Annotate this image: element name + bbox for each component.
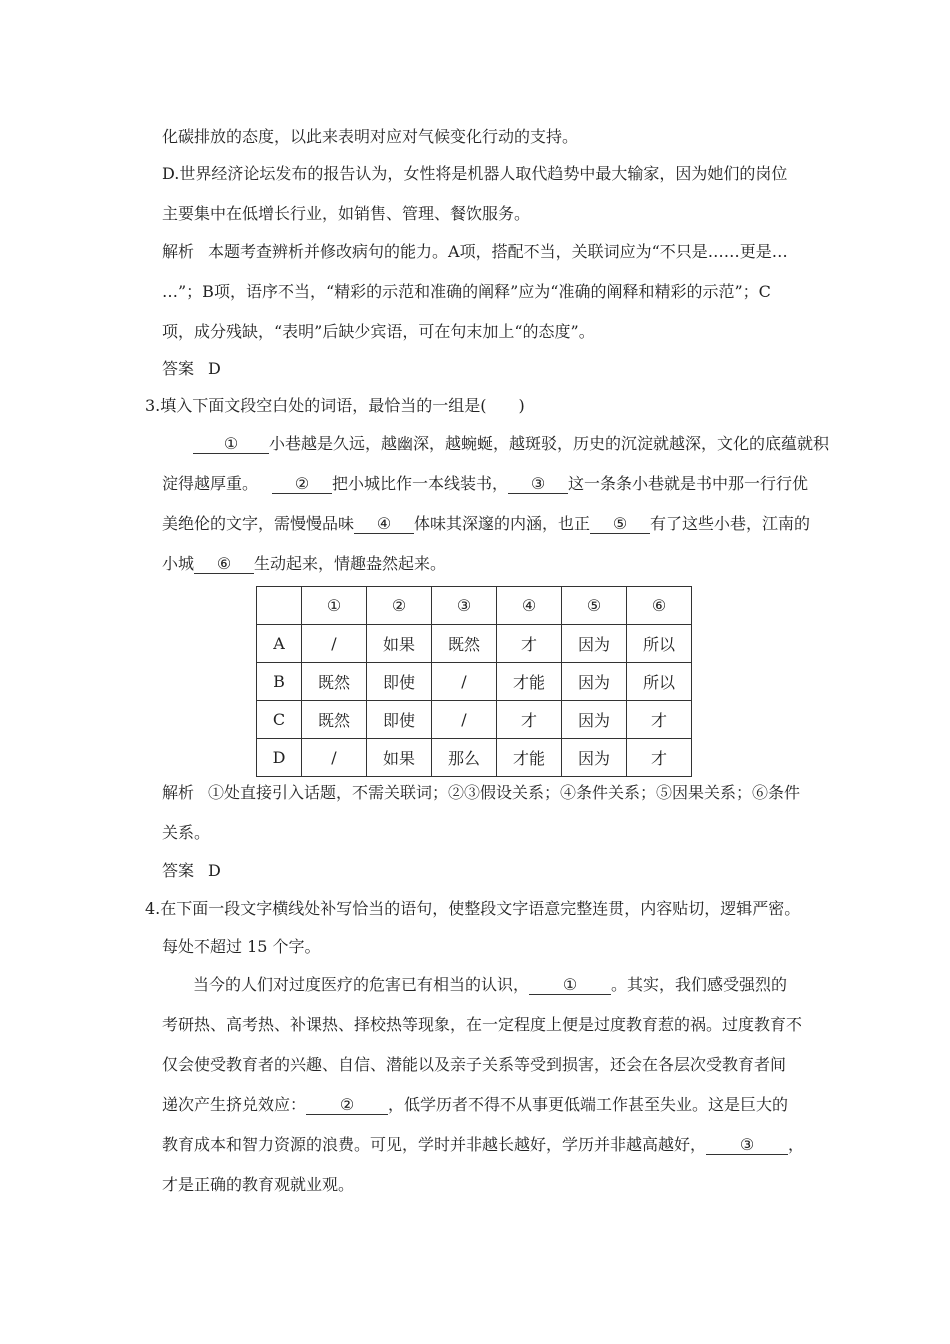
row-label-cell: A [257, 625, 302, 663]
q3-answer-line [162, 861, 221, 881]
table-cell: 才 [497, 701, 562, 739]
q3-passage-line4 [162, 554, 446, 574]
analysis-text: ①处直接引入话题，不需关联词；②③假设关系；④条件关系；⑤因果关系；⑥条件 [208, 783, 801, 802]
blank-1: ① [193, 435, 269, 454]
q4-passage-line6: 才是正确的教育观就业观。 [162, 1175, 355, 1194]
row-label-cell: D [257, 739, 302, 777]
passage-text: 美绝伦的文字，需慢慢品味 [162, 514, 355, 533]
table-cell: / [432, 663, 497, 701]
table-row [257, 701, 692, 739]
q3-passage-line1 [193, 434, 829, 454]
blank-5: ⑤ [590, 515, 650, 534]
q4-passage-line3: 仅会使受教育者的兴趣、自信、潜能以及亲子关系等受到损害，还会在各层次受教育者间 [162, 1055, 787, 1074]
option-d-line2: 主要集中在低增长行业，如销售、管理、餐饮服务。 [162, 204, 531, 223]
analysis-line1 [162, 242, 788, 262]
q4-passage-line4 [162, 1095, 788, 1115]
table-cell: 因为 [562, 739, 627, 777]
passage-text: 。其实，我们感受强烈的 [611, 975, 788, 994]
table-cell: 才 [627, 701, 692, 739]
answer-line [162, 359, 221, 379]
q3-analysis-line2: 关系。 [162, 823, 211, 842]
analysis-label: 解析 [162, 783, 195, 802]
question-4-stem-line1: 4.在下面一段文字横线处补写恰当的语句，使整段文字语意完整连贯，内容贴切，逻辑严密。 [145, 899, 801, 918]
table-cell: 如果 [367, 739, 432, 777]
q3-passage-line2 [162, 474, 808, 494]
passage-text: ， [788, 1135, 805, 1154]
answer-label: 答案 [162, 359, 195, 378]
answer-value: D [208, 359, 221, 378]
q4-passage-line1 [193, 975, 787, 995]
analysis-label: 解析 [162, 242, 195, 261]
table-cell: 既然 [432, 625, 497, 663]
q3-passage-line3 [162, 514, 810, 534]
row-label-cell: C [257, 701, 302, 739]
table-cell: / [302, 739, 367, 777]
options-table [256, 586, 692, 777]
table-cell: 因为 [562, 625, 627, 663]
row-label-cell: B [257, 663, 302, 701]
answer-label: 答案 [162, 861, 195, 880]
table-cell: 才能 [497, 739, 562, 777]
table-cell: 既然 [302, 701, 367, 739]
table-cell: 才能 [497, 663, 562, 701]
question-4-stem-line2: 每处不超过 15 个字。 [162, 937, 321, 956]
table-cell: 所以 [627, 625, 692, 663]
table-cell: 那么 [432, 739, 497, 777]
q4-passage-line5 [162, 1135, 804, 1155]
question-3-stem: 3.填入下面文段空白处的词语，最恰当的一组是( ) [145, 396, 525, 415]
table-cell: ① [302, 587, 367, 625]
table-cell: 即使 [367, 663, 432, 701]
passage-text: 把小城比作一本线装书， [332, 474, 509, 493]
table-header-row [257, 587, 692, 625]
table-cell: 既然 [302, 663, 367, 701]
passage-text: 体味其深邃的内涵，也正 [414, 514, 591, 533]
table-cell: ⑥ [627, 587, 692, 625]
blank-2: ② [306, 1096, 388, 1115]
table-row [257, 739, 692, 777]
table-cell: / [302, 625, 367, 663]
blank-4: ④ [354, 515, 414, 534]
passage-text: 当今的人们对过度医疗的危害已有相当的认识， [193, 975, 530, 994]
passage-text: 生动起来，情趣盎然起来。 [254, 554, 447, 573]
table-row [257, 663, 692, 701]
blank-2: ② [272, 475, 332, 494]
table-cell: ② [367, 587, 432, 625]
analysis-line2: …”；B项，语序不当，“精彩的示范和准确的阐释”应为“准确的阐释和精彩的示范”；C [162, 282, 771, 301]
table-cell: 因为 [562, 701, 627, 739]
table-cell: ③ [432, 587, 497, 625]
passage-text: 教育成本和智力资源的浪费。可见，学时并非越长越好，学历并非越高越好， [162, 1135, 707, 1154]
table-cell: 即使 [367, 701, 432, 739]
table-cell: / [432, 701, 497, 739]
q4-passage-line2: 考研热、高考热、补课热、择校热等现象，在一定程度上便是过度教育惹的祸。过度教育不 [162, 1015, 803, 1034]
table-cell: ④ [497, 587, 562, 625]
table-cell: 才 [497, 625, 562, 663]
analysis-line3: 项，成分残缺，“表明”后缺少宾语，可在句末加上“的态度”。 [162, 322, 595, 341]
table-cell: 因为 [562, 663, 627, 701]
table-row [257, 625, 692, 663]
passage-text: ，低学历者不得不从事更低端工作甚至失业。这是巨大的 [388, 1095, 789, 1114]
passage-text: 有了这些小巷，江南的 [650, 514, 811, 533]
q3-analysis-line1 [162, 783, 800, 803]
passage-text: 小巷越是久远，越幽深，越蜿蜒，越斑驳，历史的沉淀就越深，文化的底蕴就积 [269, 434, 830, 453]
blank-1: ① [529, 976, 611, 995]
option-d-line1: D.世界经济论坛发布的报告认为，女性将是机器人取代趋势中最大输家，因为她们的岗位 [162, 164, 788, 183]
passage-text: 这一条条小巷就是书中那一行行优 [568, 474, 809, 493]
answer-value: D [208, 861, 221, 880]
passage-text: 递次产生挤兑效应： [162, 1095, 307, 1114]
blank-3: ③ [508, 475, 568, 494]
paragraph-line: 化碳排放的态度，以此来表明对应对气候变化行动的支持。 [162, 127, 579, 146]
table-cell: ⑤ [562, 587, 627, 625]
blank-6: ⑥ [194, 555, 254, 574]
blank-3: ③ [706, 1136, 788, 1155]
row-label-cell [257, 587, 302, 625]
passage-text: 淀得越厚重。 [162, 474, 259, 493]
passage-text: 小城 [162, 554, 195, 573]
table-cell: 所以 [627, 663, 692, 701]
table-cell: 如果 [367, 625, 432, 663]
analysis-text: 本题考查辨析并修改病句的能力。A项，搭配不当，关联词应为“不只是……更是… [208, 242, 788, 261]
table-cell: 才 [627, 739, 692, 777]
